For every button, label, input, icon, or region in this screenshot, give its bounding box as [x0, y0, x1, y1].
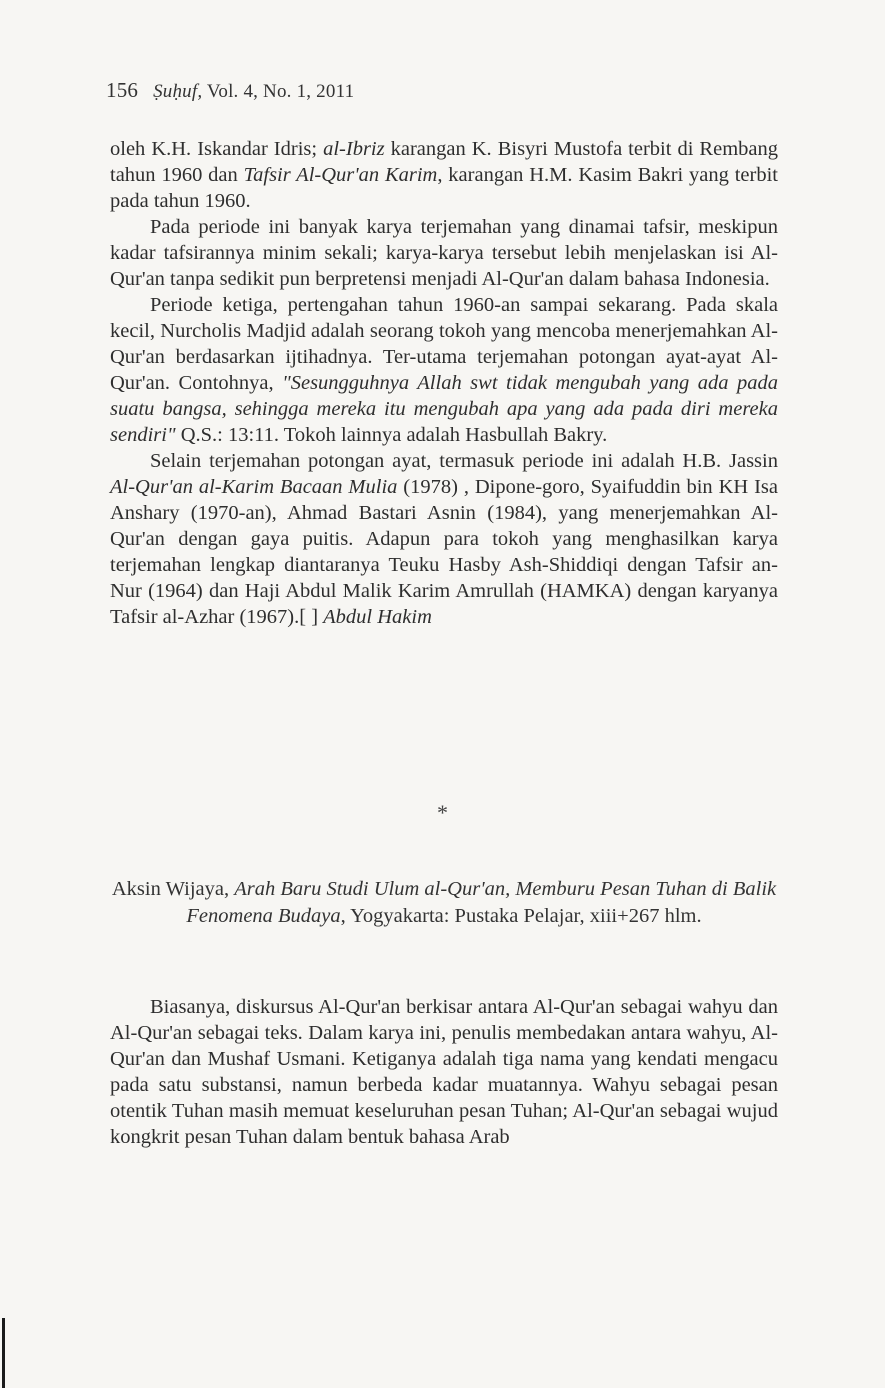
- paragraph-4: [110, 448, 778, 630]
- italic-quote: "Sesungguhnya Allah swt tidak mengubah yang ada pada suatu bangsa, sehingga mereka itu mengubah apa yang ada pada diri mereka sendiri": [110, 372, 778, 446]
- text-run: Selain terjemahan potongan ayat, termasuk periode ini adalah H.B. Jassin: [150, 450, 778, 472]
- paragraph-2: Pada periode ini banyak karya terjemahan yang dinamai tafsir, meskipun kadar tafsirannya minim sekali; karya-karya tersebut lebih menjelaskan isi Al-Qur'an tanpa sedikit pun berpretensi menjadi Al-Qur'an dalam bahasa Indonesia.: [110, 216, 778, 290]
- text-run: , karangan H.M. Kasim Bakri yang terbit pada tahun 1960.: [110, 164, 778, 212]
- section-translation-history: [110, 136, 778, 630]
- text-run: Q.S.: 13:11. Tokoh lainnya adalah Hasbullah Bakry.: [175, 424, 608, 446]
- text-run: oleh K.H. Iskandar Idris;: [110, 138, 324, 160]
- italic-title: Tafsir Al-Qur'an Karim: [243, 164, 438, 186]
- journal-volume: Vol. 4, No. 1, 2011: [206, 81, 355, 102]
- text-run: Periode ketiga, pertengahan tahun 1960-an sampai sekarang. Pada skala kecil, Nurcholis Madjid adalah seorang tokoh yang mencoba menerjemahkan Al-Qur'an berdasarkan ijtihadnya. Ter-utama terjemahan potongan ayat-ayat Al-Qur'an. Contohnya,: [110, 294, 778, 394]
- section-book-review: [110, 994, 778, 1150]
- running-header: [106, 78, 354, 103]
- author-signature: Abdul Hakim: [323, 606, 432, 628]
- text-run: (1978) , Dipone-goro, Syaifuddin bin KH Isa Anshary (1970-an), Ahmad Bastari Asnin (1984), yang menerjemahkan Al-Qur'an dengan gaya puitis. Adapun para tokoh yang menghasilkan karya terjemahan lengkap diantaranya Teuku Hasby Ash-Shiddiqi dengan Tafsir an-Nur (1964) dan Haji Abdul Malik Karim Amrullah (HAMKA) dengan karyanya Tafsir al-Azhar (1967).[ ]: [110, 476, 778, 628]
- paragraph-1: [110, 136, 778, 214]
- citation-title: Arah Baru Studi Ulum al-Qur'an, Memburu Pesan Tuhan di Balik Fenomena Budaya: [186, 878, 777, 927]
- italic-title: Al-Qur'an al-Karim Bacaan Mulia: [110, 476, 398, 498]
- journal-name: Ṣuḥuf,: [153, 81, 203, 102]
- text-run: karangan K. Bisyri Mustofa terbit di Rembang tahun 1960 dan: [110, 138, 778, 186]
- paragraph-3: [110, 292, 778, 448]
- scan-edge-mark: [2, 1318, 5, 1388]
- review-paragraph-1: Biasanya, diskursus Al-Qur'an berkisar antara Al-Qur'an sebagai wahyu dan Al-Qur'an sebagai teks. Dalam karya ini, penulis membedakan antara wahyu, Al-Qur'an dan Mushaf Usmani. Ketiganya adalah tiga nama yang kendati mengacu pada satu substansi, namun berbeda kadar muatannya. Wahyu sebagai pesan otentik Tuhan masih memuat keseluruhan pesan Tuhan; Al-Qur'an sebagai wujud kongkrit pesan Tuhan dalam bentuk bahasa Arab: [110, 996, 778, 1148]
- citation-publisher: , Yogyakarta: Pustaka Pelajar, xiii+267 hlm.: [340, 905, 702, 927]
- book-citation: [110, 876, 778, 930]
- section-divider: *: [437, 800, 448, 825]
- page-number: 156: [106, 78, 139, 102]
- citation-author: Aksin Wijaya,: [111, 878, 235, 900]
- italic-title: al-Ibriz: [323, 138, 385, 160]
